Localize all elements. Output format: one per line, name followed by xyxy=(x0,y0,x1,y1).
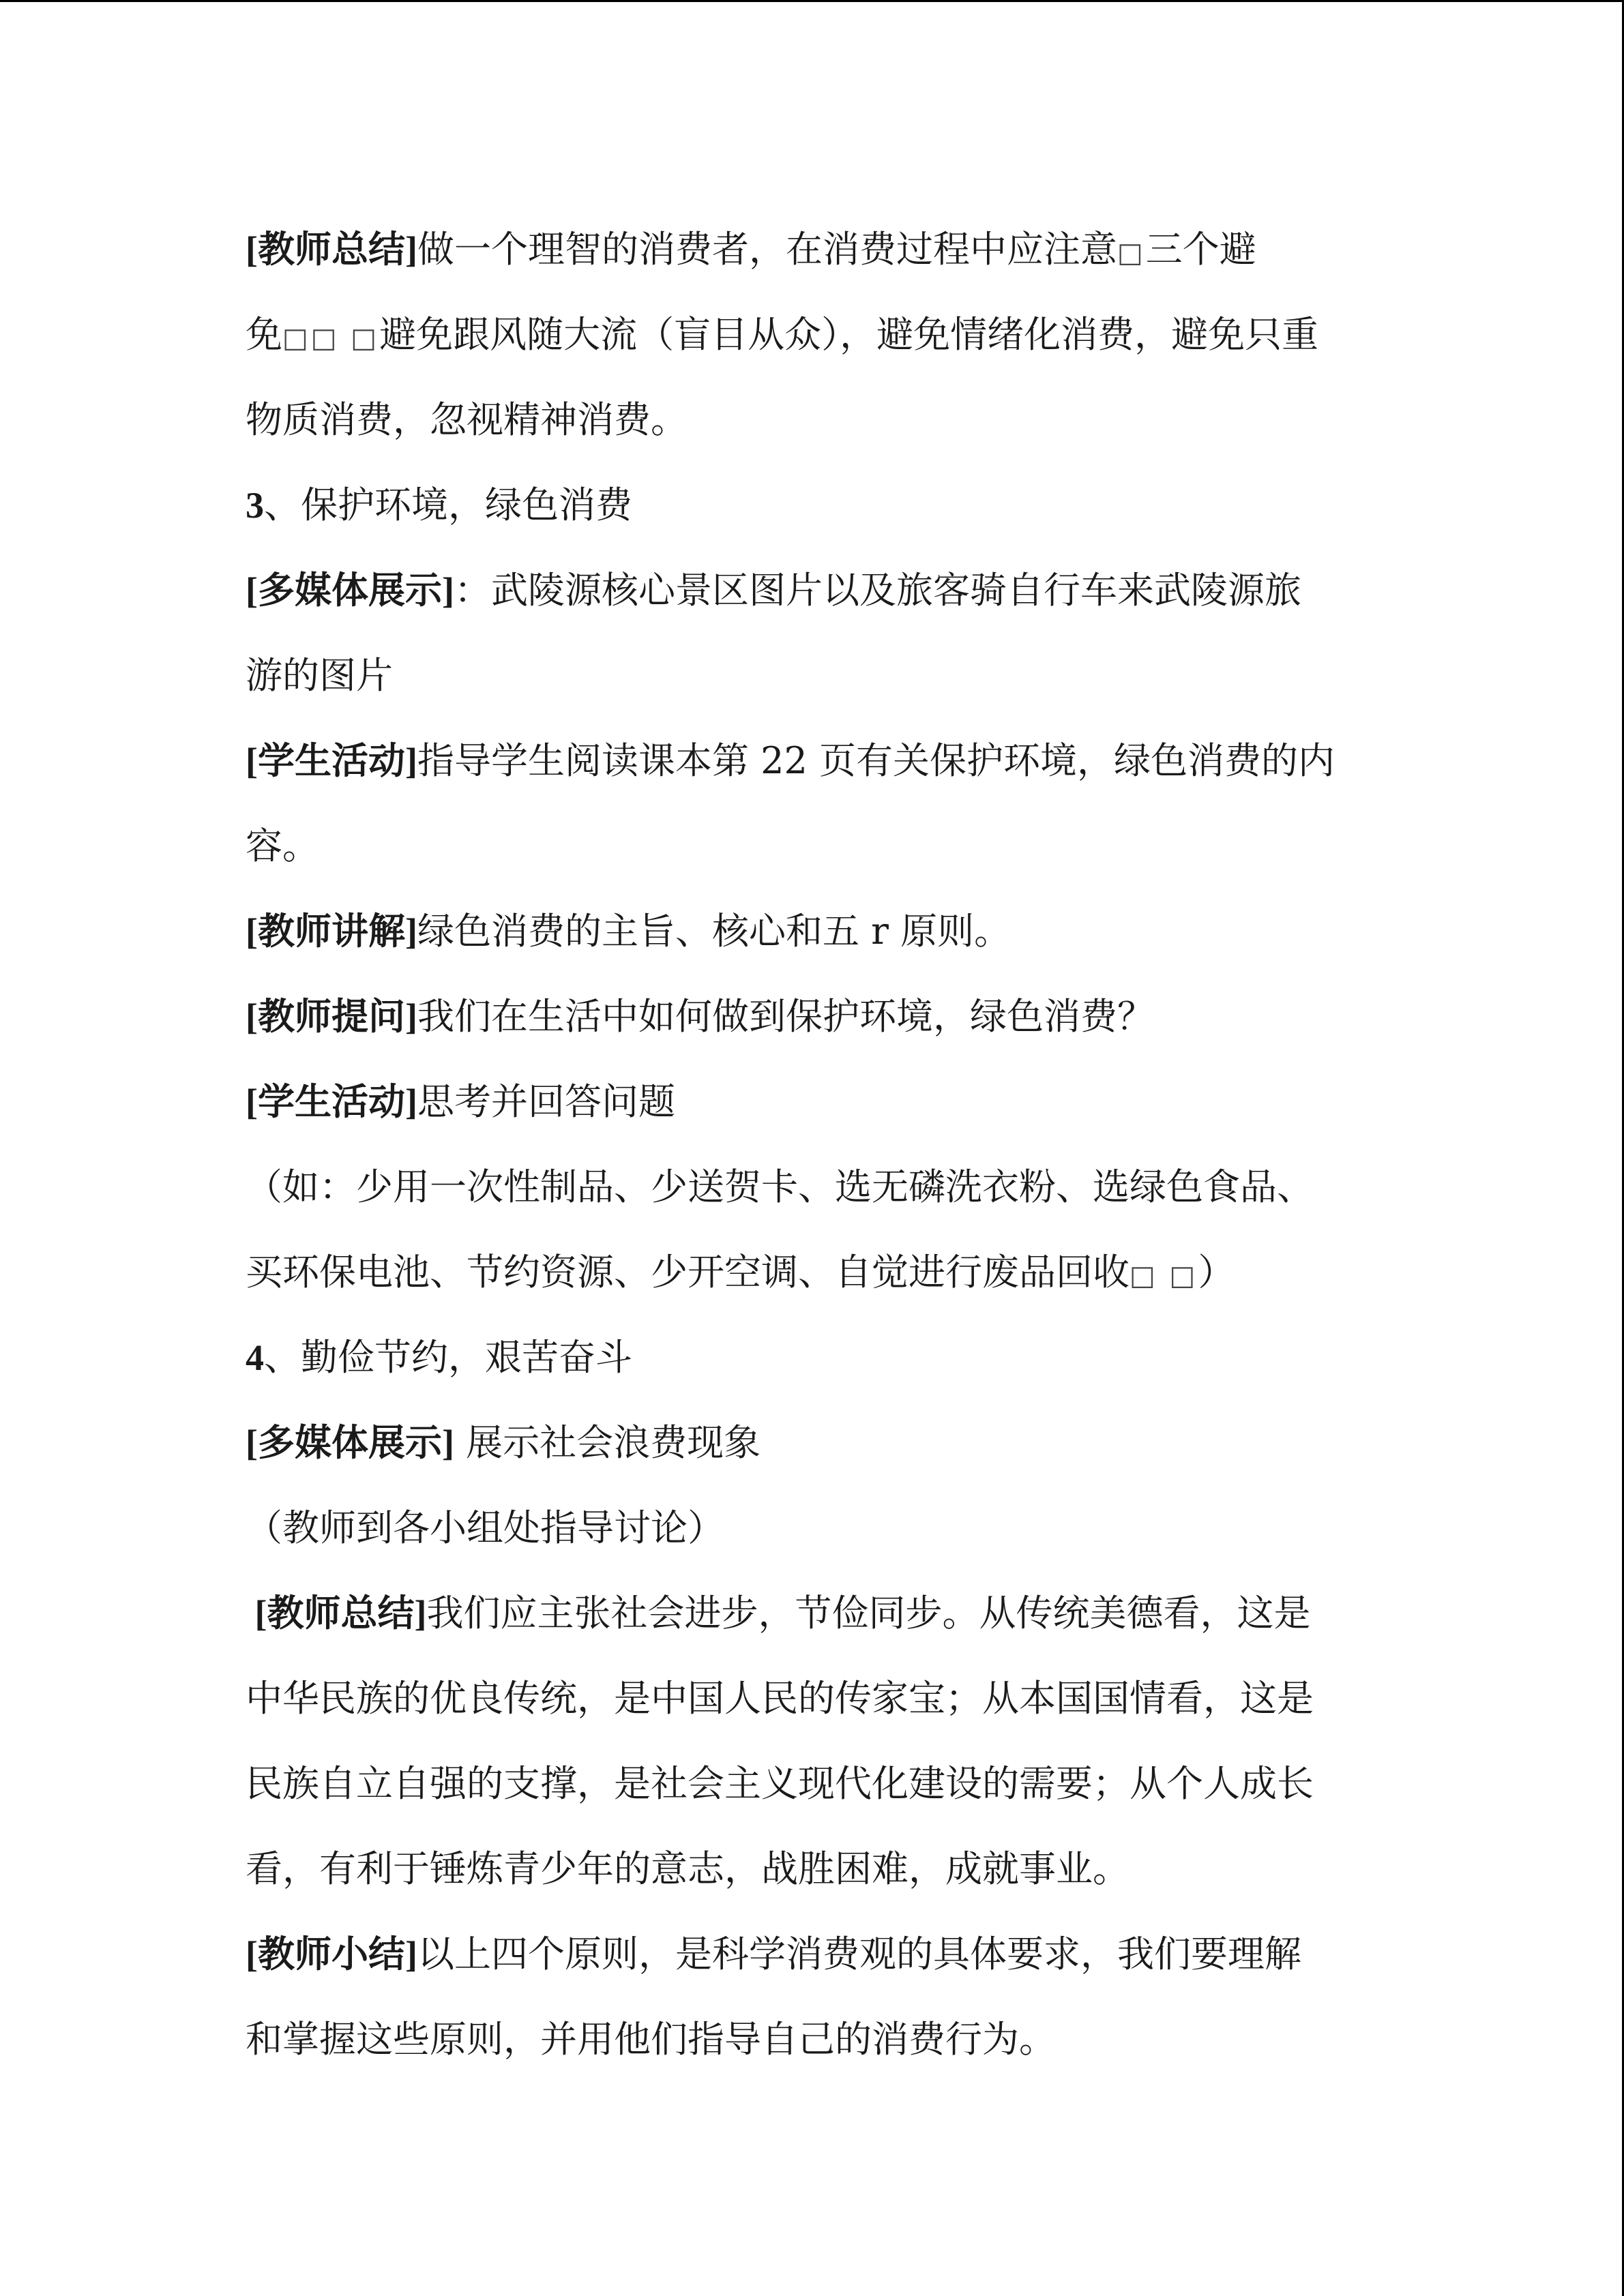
line-tag: [学生活动] xyxy=(246,741,417,781)
text-line xyxy=(246,292,1391,377)
line-text: 绿色消费的主旨、核心和五 r 原则。 xyxy=(417,910,1012,953)
text-line xyxy=(246,718,1391,803)
document-body xyxy=(246,207,1391,2082)
line-tag: [学生活动] xyxy=(246,1082,417,1122)
text-line xyxy=(246,207,1391,292)
text-line xyxy=(246,1741,1391,1826)
line-text: 指导学生阅读课本第 22 页有关保护环境，绿色消费的内 xyxy=(417,739,1335,782)
line-text: 容。 xyxy=(246,824,319,867)
text-line xyxy=(246,974,1391,1059)
line-text: （如：少用一次性制品、少送贺卡、选无磷洗衣粉、选绿色食品、 xyxy=(246,1165,1314,1208)
missing-glyph-boxes: □□ □ xyxy=(282,323,380,354)
section-heading xyxy=(246,462,1391,548)
section-title: 、保护环境，绿色消费 xyxy=(264,483,632,526)
line-text: 免 xyxy=(246,313,282,356)
line-text: 游的图片 xyxy=(246,654,393,697)
text-line xyxy=(246,1826,1391,1911)
line-tag: [教师小结] xyxy=(246,1934,417,1975)
line-text: 和掌握这些原则，并用他们指导自己的消费行为。 xyxy=(246,2018,1056,2061)
line-text: 我们在生活中如何做到保护环境，绿色消费？ xyxy=(417,995,1154,1038)
missing-glyph-boxes: □ xyxy=(1117,237,1146,269)
line-tag: [教师提问] xyxy=(246,996,417,1037)
text-line xyxy=(246,1997,1391,2082)
section-number: 4 xyxy=(246,1337,264,1378)
text-line xyxy=(246,1144,1391,1229)
section-title: 、勤俭节约，艰苦奋斗 xyxy=(264,1336,632,1379)
text-line xyxy=(246,1229,1391,1315)
line-text: 做一个理智的消费者，在消费过程中应注意 xyxy=(417,228,1117,271)
text-line xyxy=(246,548,1391,633)
line-tag: [多媒体展示] xyxy=(246,570,454,611)
line-tag: [教师总结] xyxy=(246,1593,427,1634)
missing-glyph-boxes: □ □ xyxy=(1130,1260,1198,1292)
text-line xyxy=(246,803,1391,889)
line-text-continued: 三个避 xyxy=(1145,228,1256,271)
line-text-continued: ） xyxy=(1198,1251,1235,1294)
text-line xyxy=(246,889,1391,974)
line-text: 以上四个原则，是科学消费观的具体要求，我们要理解 xyxy=(417,1933,1301,1976)
line-tag: [多媒体展示] xyxy=(246,1422,454,1463)
line-text: 展示社会浪费现象 xyxy=(454,1421,761,1464)
text-line xyxy=(246,1485,1391,1570)
line-text: 买环保电池、节约资源、少开空调、自觉进行废品回收 xyxy=(246,1251,1130,1294)
line-text: 民族自立自强的支撑，是社会主义现代化建设的需要；从个人成长 xyxy=(246,1762,1314,1805)
text-line xyxy=(246,1911,1391,1997)
text-line xyxy=(246,1570,1391,1656)
line-text: 看，有利于锤炼青少年的意志，战胜困难，成就事业。 xyxy=(246,1847,1130,1890)
line-text: （教师到各小组处指导讨论） xyxy=(246,1506,724,1549)
line-tag: [教师总结] xyxy=(246,229,417,270)
section-number: 3 xyxy=(246,485,264,526)
text-line xyxy=(246,1400,1391,1485)
text-line xyxy=(246,377,1391,462)
section-heading xyxy=(246,1315,1391,1400)
line-text: 我们应主张社会进步，节俭同步。从传统美德看，这是 xyxy=(426,1592,1311,1635)
line-text: 物质消费，忽视精神消费。 xyxy=(246,398,688,441)
line-text: 思考并回答问题 xyxy=(417,1080,675,1123)
line-text: ：武陵源核心景区图片以及旅客骑自行车来武陵源旅 xyxy=(454,569,1301,612)
line-tag: [教师讲解] xyxy=(246,911,417,952)
line-text: 中华民族的优良传统，是中国人民的传家宝；从本国国情看，这是 xyxy=(246,1677,1314,1720)
text-line xyxy=(246,1059,1391,1144)
text-line xyxy=(246,1656,1391,1741)
text-line xyxy=(246,633,1391,718)
line-text-continued: 避免跟风随大流（盲目从众），避免情绪化消费，避免只重 xyxy=(379,313,1319,356)
